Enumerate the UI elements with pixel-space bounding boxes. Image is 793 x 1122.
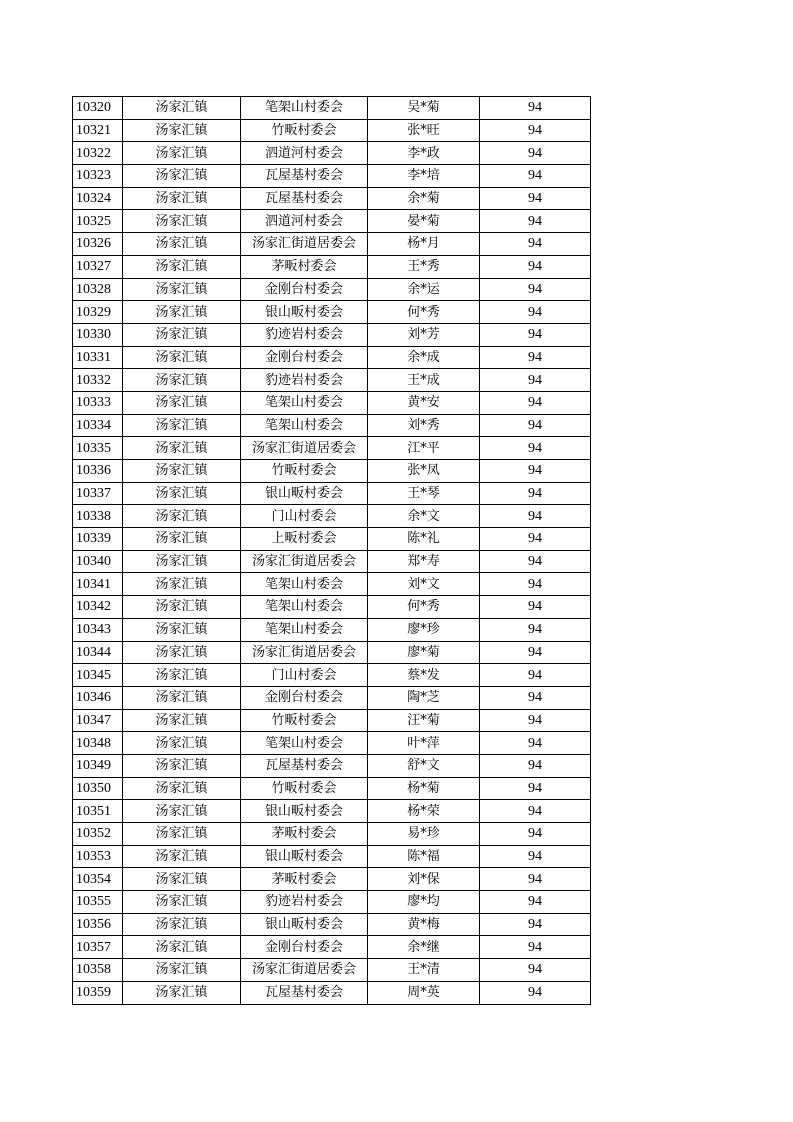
record-id-cell: 10330: [73, 323, 123, 346]
person-name-cell: 余*文: [368, 505, 480, 528]
table-row: [73, 823, 591, 846]
table-row: [73, 278, 591, 301]
score-cell: 94: [480, 913, 591, 936]
person-name-cell: 王*琴: [368, 482, 480, 505]
table-row: [73, 165, 591, 188]
score-cell: 94: [480, 823, 591, 846]
person-name-cell: 廖*菊: [368, 641, 480, 664]
score-cell: 94: [480, 323, 591, 346]
score-cell: 94: [480, 868, 591, 891]
committee-cell: 瓦屋基村委会: [241, 165, 368, 188]
record-id-cell: 10359: [73, 981, 123, 1004]
town-cell: 汤家汇镇: [123, 505, 241, 528]
town-cell: 汤家汇镇: [123, 255, 241, 278]
score-cell: 94: [480, 505, 591, 528]
person-name-cell: 陈*福: [368, 845, 480, 868]
record-id-cell: 10333: [73, 391, 123, 414]
table-row: [73, 301, 591, 324]
table-row: [73, 913, 591, 936]
score-cell: 94: [480, 301, 591, 324]
table-row: [73, 618, 591, 641]
town-cell: 汤家汇镇: [123, 641, 241, 664]
table-row: [73, 210, 591, 233]
person-name-cell: 吴*菊: [368, 97, 480, 120]
town-cell: 汤家汇镇: [123, 369, 241, 392]
committee-cell: 泗道河村委会: [241, 142, 368, 165]
record-id-cell: 10341: [73, 573, 123, 596]
table-row: [73, 777, 591, 800]
person-name-cell: 何*秀: [368, 596, 480, 619]
table-row: [73, 346, 591, 369]
committee-cell: 银山畈村委会: [241, 482, 368, 505]
town-cell: 汤家汇镇: [123, 959, 241, 982]
person-name-cell: 陈*礼: [368, 528, 480, 551]
town-cell: 汤家汇镇: [123, 165, 241, 188]
committee-cell: 竹畈村委会: [241, 460, 368, 483]
town-cell: 汤家汇镇: [123, 823, 241, 846]
score-cell: 94: [480, 119, 591, 142]
committee-cell: 笔架山村委会: [241, 414, 368, 437]
committee-cell: 茅畈村委会: [241, 255, 368, 278]
table-row: [73, 482, 591, 505]
town-cell: 汤家汇镇: [123, 119, 241, 142]
table-row: [73, 414, 591, 437]
table-row: [73, 142, 591, 165]
person-name-cell: 郑*寿: [368, 550, 480, 573]
score-cell: 94: [480, 437, 591, 460]
record-id-cell: 10336: [73, 460, 123, 483]
table-row: [73, 505, 591, 528]
table-row: [73, 187, 591, 210]
person-name-cell: 刘*文: [368, 573, 480, 596]
record-id-cell: 10352: [73, 823, 123, 846]
score-cell: 94: [480, 618, 591, 641]
person-name-cell: 杨*荣: [368, 800, 480, 823]
town-cell: 汤家汇镇: [123, 596, 241, 619]
score-cell: 94: [480, 97, 591, 120]
table-row: [73, 391, 591, 414]
person-name-cell: 何*秀: [368, 301, 480, 324]
table-row: [73, 255, 591, 278]
score-cell: 94: [480, 482, 591, 505]
person-name-cell: 黄*梅: [368, 913, 480, 936]
table-row: [73, 460, 591, 483]
score-cell: 94: [480, 528, 591, 551]
town-cell: 汤家汇镇: [123, 777, 241, 800]
committee-cell: 汤家汇街道居委会: [241, 550, 368, 573]
committee-cell: 竹畈村委会: [241, 777, 368, 800]
committee-cell: 汤家汇街道居委会: [241, 233, 368, 256]
record-id-cell: 10348: [73, 732, 123, 755]
person-name-cell: 张*凤: [368, 460, 480, 483]
committee-cell: 竹畈村委会: [241, 119, 368, 142]
record-id-cell: 10356: [73, 913, 123, 936]
score-cell: 94: [480, 596, 591, 619]
score-cell: 94: [480, 346, 591, 369]
person-name-cell: 刘*芳: [368, 323, 480, 346]
person-name-cell: 余*成: [368, 346, 480, 369]
committee-cell: 笔架山村委会: [241, 618, 368, 641]
table-row: [73, 596, 591, 619]
committee-cell: 瓦屋基村委会: [241, 754, 368, 777]
town-cell: 汤家汇镇: [123, 460, 241, 483]
table-row: [73, 959, 591, 982]
score-cell: 94: [480, 369, 591, 392]
table-row: [73, 437, 591, 460]
committee-cell: 汤家汇街道居委会: [241, 641, 368, 664]
record-id-cell: 10339: [73, 528, 123, 551]
town-cell: 汤家汇镇: [123, 187, 241, 210]
committee-cell: 汤家汇街道居委会: [241, 437, 368, 460]
score-cell: 94: [480, 800, 591, 823]
record-id-cell: 10357: [73, 936, 123, 959]
record-id-cell: 10347: [73, 709, 123, 732]
score-cell: 94: [480, 686, 591, 709]
committee-cell: 豹迹岩村委会: [241, 323, 368, 346]
committee-cell: 竹畈村委会: [241, 709, 368, 732]
town-cell: 汤家汇镇: [123, 936, 241, 959]
record-id-cell: 10335: [73, 437, 123, 460]
person-name-cell: 廖*均: [368, 891, 480, 914]
person-name-cell: 晏*菊: [368, 210, 480, 233]
record-id-cell: 10331: [73, 346, 123, 369]
committee-cell: 茅畈村委会: [241, 823, 368, 846]
data-table: [72, 96, 591, 1005]
town-cell: 汤家汇镇: [123, 97, 241, 120]
score-cell: 94: [480, 845, 591, 868]
record-id-cell: 10328: [73, 278, 123, 301]
committee-cell: 笔架山村委会: [241, 97, 368, 120]
record-id-cell: 10337: [73, 482, 123, 505]
person-name-cell: 陶*芝: [368, 686, 480, 709]
person-name-cell: 黄*安: [368, 391, 480, 414]
record-id-cell: 10332: [73, 369, 123, 392]
score-cell: 94: [480, 709, 591, 732]
person-name-cell: 刘*保: [368, 868, 480, 891]
record-id-cell: 10322: [73, 142, 123, 165]
committee-cell: 上畈村委会: [241, 528, 368, 551]
table-row: [73, 981, 591, 1004]
town-cell: 汤家汇镇: [123, 981, 241, 1004]
record-id-cell: 10354: [73, 868, 123, 891]
table-row: [73, 528, 591, 551]
record-id-cell: 10342: [73, 596, 123, 619]
person-name-cell: 蔡*发: [368, 664, 480, 687]
committee-cell: 茅畈村委会: [241, 868, 368, 891]
table-row: [73, 550, 591, 573]
record-id-cell: 10338: [73, 505, 123, 528]
committee-cell: 金刚台村委会: [241, 686, 368, 709]
person-name-cell: 张*旺: [368, 119, 480, 142]
score-cell: 94: [480, 142, 591, 165]
table-row: [73, 641, 591, 664]
person-name-cell: 江*平: [368, 437, 480, 460]
town-cell: 汤家汇镇: [123, 233, 241, 256]
committee-cell: 金刚台村委会: [241, 278, 368, 301]
committee-cell: 瓦屋基村委会: [241, 981, 368, 1004]
record-id-cell: 10320: [73, 97, 123, 120]
score-cell: 94: [480, 165, 591, 188]
record-id-cell: 10343: [73, 618, 123, 641]
score-cell: 94: [480, 641, 591, 664]
town-cell: 汤家汇镇: [123, 573, 241, 596]
score-cell: 94: [480, 732, 591, 755]
table-row: [73, 369, 591, 392]
record-id-cell: 10358: [73, 959, 123, 982]
record-id-cell: 10345: [73, 664, 123, 687]
record-id-cell: 10326: [73, 233, 123, 256]
person-name-cell: 李*培: [368, 165, 480, 188]
table-row: [73, 754, 591, 777]
score-cell: 94: [480, 754, 591, 777]
record-id-cell: 10340: [73, 550, 123, 573]
record-id-cell: 10351: [73, 800, 123, 823]
score-cell: 94: [480, 414, 591, 437]
town-cell: 汤家汇镇: [123, 437, 241, 460]
score-cell: 94: [480, 891, 591, 914]
score-cell: 94: [480, 981, 591, 1004]
person-name-cell: 杨*菊: [368, 777, 480, 800]
town-cell: 汤家汇镇: [123, 618, 241, 641]
town-cell: 汤家汇镇: [123, 664, 241, 687]
town-cell: 汤家汇镇: [123, 754, 241, 777]
table-row: [73, 119, 591, 142]
town-cell: 汤家汇镇: [123, 346, 241, 369]
table-row: [73, 845, 591, 868]
record-id-cell: 10350: [73, 777, 123, 800]
table-body: [73, 97, 591, 1005]
record-id-cell: 10323: [73, 165, 123, 188]
score-cell: 94: [480, 391, 591, 414]
committee-cell: 银山畈村委会: [241, 845, 368, 868]
person-name-cell: 叶*萍: [368, 732, 480, 755]
committee-cell: 笔架山村委会: [241, 732, 368, 755]
committee-cell: 门山村委会: [241, 505, 368, 528]
committee-cell: 银山畈村委会: [241, 301, 368, 324]
committee-cell: 银山畈村委会: [241, 913, 368, 936]
town-cell: 汤家汇镇: [123, 301, 241, 324]
person-name-cell: 汪*菊: [368, 709, 480, 732]
committee-cell: 金刚台村委会: [241, 936, 368, 959]
person-name-cell: 刘*秀: [368, 414, 480, 437]
person-name-cell: 易*珍: [368, 823, 480, 846]
score-cell: 94: [480, 777, 591, 800]
record-id-cell: 10346: [73, 686, 123, 709]
record-id-cell: 10325: [73, 210, 123, 233]
record-id-cell: 10327: [73, 255, 123, 278]
person-name-cell: 周*英: [368, 981, 480, 1004]
committee-cell: 银山畈村委会: [241, 800, 368, 823]
table-row: [73, 686, 591, 709]
person-name-cell: 李*政: [368, 142, 480, 165]
town-cell: 汤家汇镇: [123, 686, 241, 709]
town-cell: 汤家汇镇: [123, 845, 241, 868]
committee-cell: 笔架山村委会: [241, 391, 368, 414]
town-cell: 汤家汇镇: [123, 550, 241, 573]
committee-cell: 笔架山村委会: [241, 596, 368, 619]
town-cell: 汤家汇镇: [123, 391, 241, 414]
person-name-cell: 杨*月: [368, 233, 480, 256]
committee-cell: 门山村委会: [241, 664, 368, 687]
score-cell: 94: [480, 233, 591, 256]
table-row: [73, 936, 591, 959]
score-cell: 94: [480, 255, 591, 278]
town-cell: 汤家汇镇: [123, 891, 241, 914]
score-cell: 94: [480, 187, 591, 210]
record-id-cell: 10353: [73, 845, 123, 868]
town-cell: 汤家汇镇: [123, 732, 241, 755]
person-name-cell: 余*继: [368, 936, 480, 959]
town-cell: 汤家汇镇: [123, 528, 241, 551]
score-cell: 94: [480, 573, 591, 596]
table-row: [73, 323, 591, 346]
committee-cell: 豹迹岩村委会: [241, 891, 368, 914]
person-name-cell: 廖*珍: [368, 618, 480, 641]
table-row: [73, 891, 591, 914]
person-name-cell: 余*菊: [368, 187, 480, 210]
table-row: [73, 709, 591, 732]
score-cell: 94: [480, 278, 591, 301]
table-row: [73, 573, 591, 596]
town-cell: 汤家汇镇: [123, 868, 241, 891]
town-cell: 汤家汇镇: [123, 323, 241, 346]
person-name-cell: 余*运: [368, 278, 480, 301]
record-id-cell: 10355: [73, 891, 123, 914]
committee-cell: 笔架山村委会: [241, 573, 368, 596]
record-id-cell: 10349: [73, 754, 123, 777]
person-name-cell: 舒*文: [368, 754, 480, 777]
committee-cell: 汤家汇街道居委会: [241, 959, 368, 982]
committee-cell: 泗道河村委会: [241, 210, 368, 233]
score-cell: 94: [480, 959, 591, 982]
record-id-cell: 10344: [73, 641, 123, 664]
table-row: [73, 664, 591, 687]
table-row: [73, 97, 591, 120]
committee-cell: 金刚台村委会: [241, 346, 368, 369]
table-row: [73, 732, 591, 755]
score-cell: 94: [480, 460, 591, 483]
table-row: [73, 800, 591, 823]
person-name-cell: 王*秀: [368, 255, 480, 278]
town-cell: 汤家汇镇: [123, 414, 241, 437]
record-id-cell: 10329: [73, 301, 123, 324]
person-name-cell: 王*成: [368, 369, 480, 392]
town-cell: 汤家汇镇: [123, 210, 241, 233]
record-id-cell: 10334: [73, 414, 123, 437]
committee-cell: 瓦屋基村委会: [241, 187, 368, 210]
town-cell: 汤家汇镇: [123, 482, 241, 505]
table-row: [73, 233, 591, 256]
score-cell: 94: [480, 936, 591, 959]
score-cell: 94: [480, 550, 591, 573]
town-cell: 汤家汇镇: [123, 142, 241, 165]
score-cell: 94: [480, 664, 591, 687]
town-cell: 汤家汇镇: [123, 278, 241, 301]
committee-cell: 豹迹岩村委会: [241, 369, 368, 392]
score-cell: 94: [480, 210, 591, 233]
town-cell: 汤家汇镇: [123, 709, 241, 732]
person-name-cell: 王*清: [368, 959, 480, 982]
town-cell: 汤家汇镇: [123, 800, 241, 823]
record-id-cell: 10324: [73, 187, 123, 210]
table-row: [73, 868, 591, 891]
record-id-cell: 10321: [73, 119, 123, 142]
town-cell: 汤家汇镇: [123, 913, 241, 936]
